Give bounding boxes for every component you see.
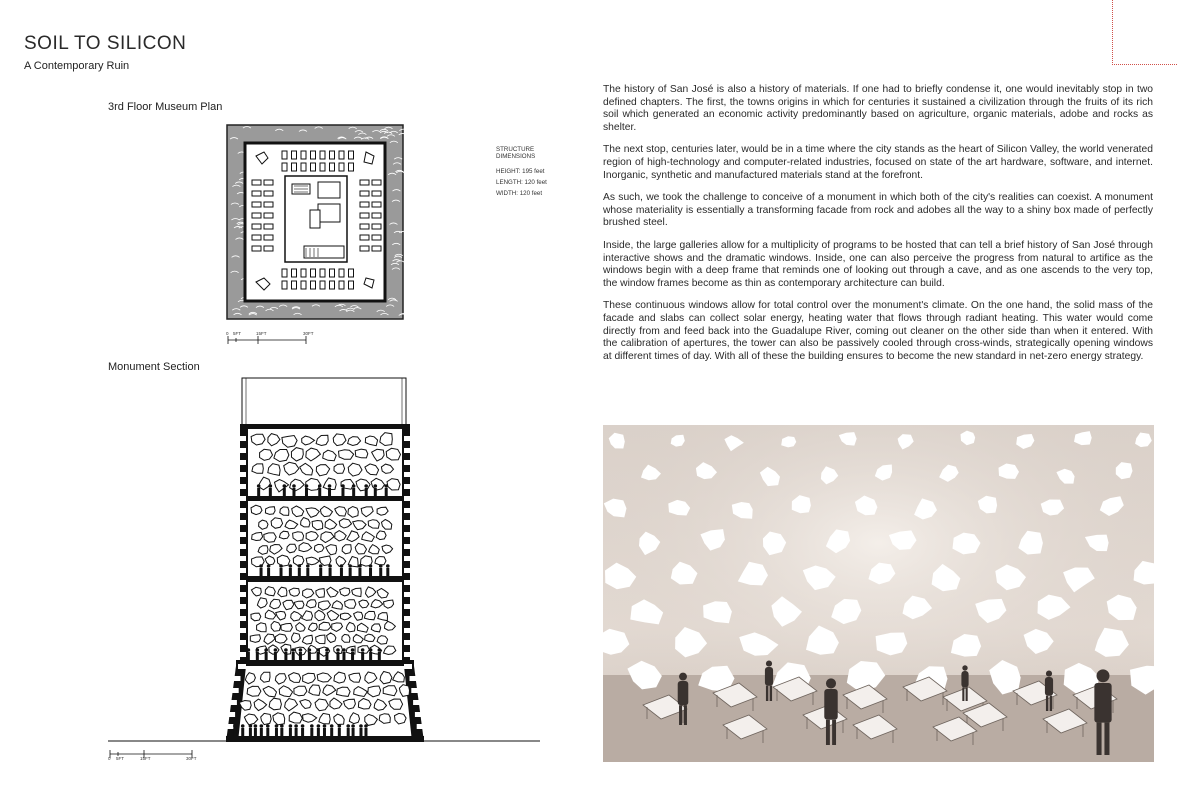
plan-caption: 3rd Floor Museum Plan: [108, 101, 223, 113]
structure-dimensions: [496, 146, 547, 199]
section-scale-0: 0: [108, 756, 111, 761]
description-text: [603, 84, 1153, 373]
section-scale-5: 5FT: [116, 756, 125, 761]
plan-scale-30: 30FT: [303, 331, 314, 336]
section-scale-30: 30FT: [186, 756, 197, 761]
paragraph-history: The history of San José is also a history of materials. If one had to briefly condense it, one would inevitably stop in two defined chapters. The first, the towns origins in which for centuries it sustained a civilization through the fruits of its rich soil which generated an economic activity predominantly based on agriculture, organic materials, adobe and rocks as shelter.: [603, 84, 1153, 133]
page-subtitle: A Contemporary Ruin: [24, 60, 130, 72]
structure-heading-1: STRUCTURE: [496, 146, 535, 153]
plan-scale-5: 5FT: [233, 331, 242, 336]
section-scale-15: 15FT: [140, 756, 151, 761]
interior-render-image: [603, 425, 1154, 762]
paragraph-challenge: As such, we took the challenge to conceive of a monument in which both of the city's realities can coexist. A monument whose materiality is essentially a transforming facade from rock and adobes all the way to a shiny box made of perfectly brushed steel.: [603, 192, 1153, 229]
corner-marker: [1112, 0, 1177, 65]
page-title: SOIL TO SILICON: [24, 33, 187, 54]
structure-heading-2: DIMENSIONS: [496, 153, 536, 160]
plan-scale-15: 15FT: [256, 331, 267, 336]
section-caption: Monument Section: [108, 361, 200, 373]
structure-height: HEIGHT: 195 feet: [496, 168, 545, 175]
floor-plan-drawing: [220, 118, 410, 348]
monument-section-drawing: [106, 376, 546, 766]
paragraph-climate: These continuous windows allow for total control over the monument's climate. On the one hand, the solid mass of the facade and slabs can collect solar energy, heating water that flows through radiant heating. This water would come directly from and feed back into the Guadalupe River, coming out cleaner on the other side than when it entered. With the calibration of apertures, the tower can also be passively cooled through cross-winds, strategically opening windows at different times of day. With all of these the building ensures to become the new standard in net-zero energy strategy.: [603, 300, 1153, 362]
paragraph-silicon-valley: The next stop, centuries later, would be in a time where the city stands as the heart of Silicon Valley, the world venerated region of high-technology and computer-related industries, focused on state of the art hardware, software, and internet. Inorganic, synthetic and manufactured materials stand at the forefront.: [603, 144, 1153, 181]
plan-scale-0: 0: [226, 331, 229, 336]
structure-length: LENGTH: 120 feet: [496, 179, 547, 186]
paragraph-galleries: Inside, the large galleries allow for a multiplicity of programs to be hosted that can tell a brief history of San José through interactive shows and the dramatic windows. Inside, one can also perceive the progress from natural to artifice as the windows begin with a deep frame that reminds one of looking out through a cave, and as one ascends to the very top, the window frames become as thin as contemporary architecture can build.: [603, 239, 1153, 289]
structure-width: WIDTH: 120 feet: [496, 190, 543, 197]
